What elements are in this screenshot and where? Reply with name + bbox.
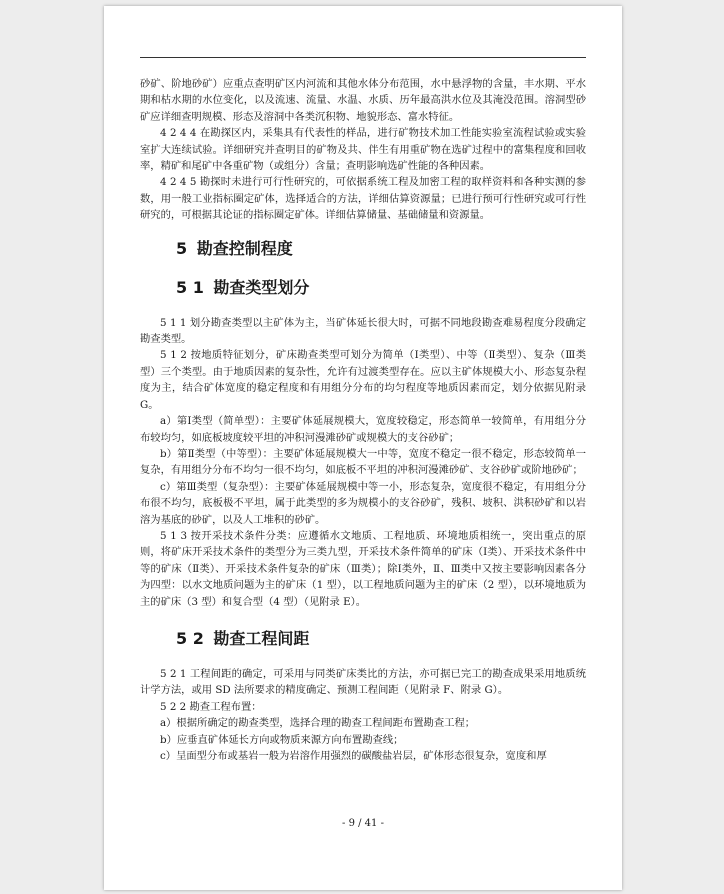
list-item-512b: b）第Ⅱ类型（中等型）：主要矿体延展规模大一中等，宽度不稳定一很不稳定，形态较简单一复杂，有用组分分布不均匀一很不均匀，如底板不平坦的冲积河漫滩砂矿、支谷砂矿或阶地砂矿； xyxy=(140,447,586,477)
list-item-522b: b）应垂直矿体延长方向或物质来源方向布置勘查线； xyxy=(160,733,404,746)
chapter-title: 勘查控制程度 xyxy=(196,238,293,258)
paragraph-521: 5 2 1 工程间距的确定，可采用与同类矿床类比的方法，亦可据已完工的勘查成果采用地质统计学方法，或用 SD 法所要求的精度确定、预测工程间距（见附录 F、附录 G）。 xyxy=(140,667,586,697)
document-page xyxy=(104,6,622,890)
section-heading-5-2 xyxy=(176,628,586,650)
paragraph-512: 5 1 2 按地质特征划分，矿床勘查类型可划分为简单（Ⅰ类型）、中等（Ⅱ类型）、复杂（Ⅲ类型）三个类型。由于地质因素的复杂性，允许有过渡类型存在。应以主矿体规模大小、形态复杂程度为主，结合矿体宽度的稳定程度和有用组分分布的均匀程度等地质因素而定，划分依据见附录 G。 xyxy=(140,349,586,411)
section-number: 5 1 xyxy=(176,277,204,297)
paragraph-511: 5 1 1 划分勘查类型以主矿体为主，当矿体延长很大时，可据不同地段勘查难易程度分段确定勘查类型。 xyxy=(140,316,586,346)
list-item-522c: c）呈面型分布或基岩一般为岩溶作用强烈的碳酸盐岩层，矿体形态很复杂，宽度和厚 xyxy=(160,750,547,762)
page-number: - 9 / 41 - xyxy=(342,818,384,829)
paragraph-4244: 4 2 4 4 在勘探区内，采集具有代表性的样品，进行矿物技术加工性能实验室流程试验或实验室扩大连续试验。详细研究并查明目的矿物及共、伴生有用重矿物在选矿过程中的富集程度和回收率，精矿和尾矿中各重矿物（或组分）含量；查明影响选矿性能的各种因素。 xyxy=(140,127,586,173)
section-title: 勘查类型划分 xyxy=(213,277,310,297)
chapter-heading xyxy=(176,238,586,260)
header-rule xyxy=(140,57,586,58)
paragraph-4245: 4 2 4 5 勘探时未进行可行性研究的，可依据系统工程及加密工程的取样资料和各种实测的参数，用一般工业指标圈定矿体，选择适合的方法，详细估算资源量；已进行预可行性研究或可行性研究的，可根据其论证的指标圈定矿体。详细估算储量、基础储量和资源量。 xyxy=(140,176,586,222)
list-item-512c: c）第Ⅲ类型（复杂型）：主要矿体延展规模中等一小，形态复杂，宽度很不稳定，有用组分分布很不均匀，底板极不平坦，属于此类型的多为规模小的支谷砂矿，残积、坡积、洪积砂矿和以岩溶为基底的砂矿，以及人工堆积的砂矿。 xyxy=(140,480,586,526)
section-title: 勘查工程间距 xyxy=(213,628,310,648)
section-heading-5-1 xyxy=(176,277,586,299)
paragraph-continued: 砂矿、阶地砂矿）应重点查明矿区内河流和其他水体分布范围，水中悬浮物的含量，丰水期、平水期和枯水期的水位变化，以及流速、流量、水温、水质、历年最高洪水位及其淹没范围。溶洞型砂矿应详细查明规模、形态及溶洞中各类沉积物、地貌形态、富水特征。 xyxy=(140,78,586,123)
chapter-number: 5 xyxy=(176,238,188,258)
list-item-512a: a）第Ⅰ类型（简单型）：主要矿体延展规模大，宽度较稳定，形态简单一较简单，有用组分分布较均匀，如底板坡度较平坦的冲积河漫滩砂矿或规模大的支谷砂矿； xyxy=(140,415,586,444)
list-item-522a: a）根据所确定的勘查类型，选择合理的勘查工程间距布置勘查工程； xyxy=(160,717,476,730)
paragraph-522: 5 2 2 勘查工程布置： xyxy=(160,700,262,713)
paragraph-513: 5 1 3 按开采技术条件分类：应遵循水文地质、工程地质、环境地质相统一，突出重点的原则，将矿床开采技术条件的类型分为三类九型，开采技术条件简单的矿床（Ⅰ类）、开采技术条件中等的矿床（Ⅱ类）、开采技术条件复杂的矿床（Ⅲ类）；除Ⅰ类外，Ⅱ、Ⅲ类中又按主要影响因素各分为四型：以水文地质问题为主的矿床（1 型），以工程地质问题为主的矿床（2 型），以环境地质为主的矿床（3 型）和复合型（4 型）（见附录 E）。 xyxy=(140,529,586,608)
page-content xyxy=(140,76,586,764)
section-number: 5 2 xyxy=(176,628,204,648)
